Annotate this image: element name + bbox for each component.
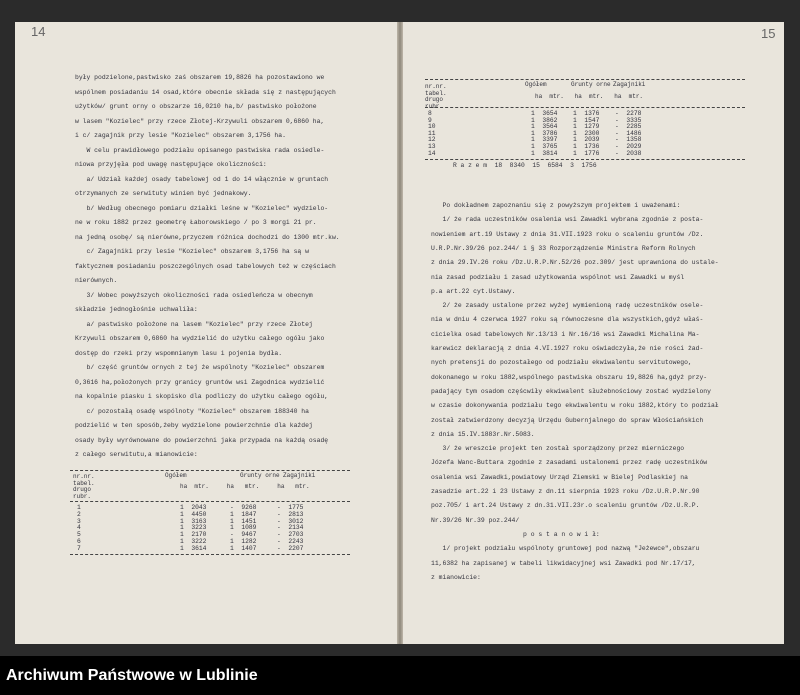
text-line: nowieniem art.19 Ustawy z dnia 31.VII.1923 roku o scaleniu gruntów /Dz. [431,230,704,238]
table-row-number: 5 [77,531,81,539]
table-rule [425,107,745,108]
table-cell-arable: 1 2039 [573,136,600,144]
table-cell-coppice: - 1486 [615,129,642,137]
text-line: Nr.39/26 Nr.39 poz.244/ [431,516,520,524]
table-row-number: 13 [428,143,436,150]
text-line: nia zasad podziału i zasad użytkowania wspólnot wsi Zawadki w myśl [431,273,685,281]
table-total-row: R a z e m 18 8340 15 6584 3 1756 [453,162,597,170]
text-line: osady były wyrównowane do powierzchni jaka przypada na każdą osadę [75,436,329,444]
table-row-number: 9 [428,116,432,124]
text-line: 1/ że rada uczestników osalenia wsi Zawadki wybrana zgodnie z posta- [431,216,704,224]
table-cell-coppice: - 3012 [277,517,304,525]
left-page-number: 14 [31,24,46,39]
text-line: poz.705/ i art.24 Ustawy z dn.31.VII.23r.o scaleniu gruntów /Dz.U.R.P. [431,502,700,510]
text-line: na kopalnie piasku i skopisko dla podliczy do użytku całego ogółu, [75,393,329,400]
text-line: z całego serwitutu,a mianowicie: [75,451,198,458]
text-line: 3/ Wobec powyższych okoliczności rada osiedleńcza w obecnym [75,291,313,299]
table-cell-arable: 1 1089 [230,524,257,532]
table-row-number: 3 [77,517,81,525]
text-line: 11,6382 ha zapisanej w tabeli likwidacyjnej wsi Zawadki pod Nr.17/17, [431,559,696,567]
table-row-number: 11 [428,129,436,137]
table-cell-arable: 1 1282 [230,538,257,545]
table-cell-arable: 1 1776 [573,149,600,157]
table-column-group: Grunty orne [240,472,280,479]
table-cell-arable: 1 1407 [230,544,257,552]
table-row-number: 7 [77,544,81,552]
table-header-cell: drugo [425,96,444,103]
table-row-number: 12 [428,136,436,144]
table-row-number: 4 [77,524,81,532]
table-cell-total: 1 3862 [531,116,558,124]
table-header-cell: tabel. [425,89,447,97]
text-line: zasadzie art.22 i 23 Ustawy z dn.11 sierpnia 1923 roku /Dz.U.R.P.Nr.90 [431,488,700,495]
text-line: 0,3616 ha,położonych przy granicy gruntów wsi Zagodnica wydzielić [75,378,325,386]
text-line: i c/ zagajnik przy lesie "Kozielec" obszarem 3,1756 ha. [75,132,286,139]
table-cell-coppice: - 2038 [615,149,642,157]
table-row-number: 14 [428,149,436,157]
table-rule [70,470,350,471]
table-rule [70,554,350,555]
table-column-group: Zagajniki [613,81,646,88]
table-header-cell: tabel. [73,479,95,487]
text-line: b/ część gruntów ornych z tej że wspólnoty "Kozielec" obszarem [75,364,325,371]
text-line: osalenia wsi Zawadki,powiatowy Urząd Ziemski w Bielej Podlaskiej na [431,473,688,481]
text-line: p o s t a n o w i ł: [431,530,600,538]
table-row-number: 6 [77,538,81,545]
text-line: dokonanego w roku 1882,wspólnego pastwiska obszaru 19,8826 ha,gdyż przy- [431,373,708,381]
table-header-cell: drugo [73,486,92,493]
table-cell-arable: - 9268 [230,504,257,511]
text-line: został zatwierdzony decyzją Urzędu Gubernjalnego do spraw Włościańskich [431,416,704,424]
table-cell-coppice: - 1775 [277,504,304,511]
table-cell-coppice: - 3335 [615,116,642,124]
text-line: a/ Udział każdej osady tabelowej od 1 do 14 włącznie w gruntach [75,175,329,183]
table-units-row: ha mtr. ha mtr. ha mtr. [180,483,310,490]
table-column-group: Ogółem [165,472,187,479]
table-cell-arable: 1 1547 [573,116,600,124]
text-line: p.a art.22 cyt.Ustawy. [431,287,516,295]
text-line: na jedną osobę/ są nierówne,przyczem różnica dochodzi do 1300 mtr.kw. [75,233,340,241]
text-line: z dnia 15.IV.1883r.Nr.5083. [431,430,535,438]
table-cell-total: 1 2043 [180,504,207,511]
table-cell-arable: 1 1279 [573,123,600,131]
text-line: wspólnem posiadaniu 14 osad,które obecnie składa się z następujących [75,88,336,96]
archive-name: Archiwum Państwowe w Lublinie [6,667,258,684]
table-header-cell: rubr. [73,492,92,500]
text-line: składzie jednogłośnie uchwaliła: [75,306,198,313]
text-line: c/ Zagajniki przy lesie "Kozielec" obszarem 3,1756 ha są w [75,248,309,255]
table-row-number: 10 [428,123,436,131]
table-header-cell: nr.nr. [73,473,95,480]
table-cell-arable: 1 1451 [230,517,257,525]
left-page [15,22,397,644]
table-cell-coppice: - 2134 [277,524,304,532]
table-cell-total: 1 3222 [180,538,207,545]
table-cell-arable: 1 1736 [573,143,600,150]
table-cell-total: 1 3786 [531,129,558,137]
text-line: otrzymanych ze serwituty winien być jednakowy. [75,190,252,197]
text-line: faktycznem posiadaniu poszczególnych osad tabelowych też w częściach [75,262,336,270]
text-line: użytków/ grunt orny o obszarze 16,0210 ha,b/ pastwisko położone [75,103,317,110]
table-header-cell: rubr. [425,102,444,110]
text-line: nierównych. [75,277,118,284]
table-cell-total: 1 3163 [180,517,207,525]
table-cell-coppice: - 2243 [277,538,304,545]
table-cell-total: 1 3654 [531,110,558,117]
text-line: w lasem "Kozielec" przy rzece Złotej-Krzywuli obszarem 0,6860 ha, [75,117,325,125]
table-cell-coppice: - 2285 [615,123,642,131]
table-cell-total: 1 2170 [180,531,207,539]
text-line: niowa przyjęła pod uwagę następujące okoliczności: [75,161,267,168]
table-cell-total: 1 3223 [180,524,207,532]
table-cell-coppice: - 2278 [615,110,642,117]
text-line: karewicz deklaracją z dnia 4.VI.1927 roku oświadczyła,że nie rości żad- [431,345,704,352]
text-line: 1/ projekt podziału wspólnoty gruntowej pod nazwą "Jeżewce",obszaru [431,545,700,553]
text-line: były podzielone,pastwisko zaś obszarem 19,8826 ha pozostawiono we [75,74,325,81]
table-cell-total: 1 3397 [531,136,558,144]
table-row-number: 8 [428,110,432,117]
table-rule [70,501,350,502]
text-line: c/ pozostałą osadę wspólnoty "Kozielec" obszarem 188340 ha [75,407,309,415]
table-row-number: 1 [77,504,81,511]
table-cell-arable: 1 2300 [573,129,600,137]
table-header-cell: nr.nr. [425,83,447,90]
text-line: z dnia 29.IV.26 roku /Dz.U.R.P.Nr.52/26 poz.309/ jest uprawniona do ustale- [431,259,719,267]
text-line: Józefa Wanc-Buttara zgodnie z zasadami ustalonemi przez radę uczestników [431,459,708,467]
text-line: Po dokładnem zapoznaniu się z powyższym projektem i uważenami: [431,202,681,209]
table-cell-coppice: - 1358 [615,136,642,144]
text-line: w czasie dokonywania podziału tego ekwiwalentu w roku 1882,który to podział [431,402,719,410]
table-cell-total: 1 3765 [531,143,558,150]
table-rule [425,159,745,160]
text-line: ne w roku 1882 przez geometrę Łaborowskiego / po 3 morgi 21 pr. [75,219,317,226]
text-line: 2/ że zasady ustalone przez wyżej wymienioną radę uczestników osele- [431,302,704,310]
archive-footer [0,656,800,695]
table-cell-total: 1 3614 [180,544,207,552]
text-line: dostęp do rzeki przy wspomnianym lasu i pojenia bydła. [75,349,283,357]
text-line: cicielka osad tabelowych Nr.13/13 i Nr.16/16 wsi Zawadki Michalina Ma- [431,330,700,338]
right-page [403,22,784,644]
table-units-row: ha mtr. ha mtr. ha mtr. [535,93,644,100]
table-column-group: Ogółem [525,81,547,88]
table-cell-arable: 1 1847 [230,510,257,518]
table-cell-total: 1 3814 [531,149,558,157]
text-line: 3/ że wreszcie projekt ten został sporządzony przez mierniczego [431,445,685,453]
text-line: b/ Według obecnego pomiaru działki leśne w "Kozielec" wydzielo- [75,204,329,212]
table-row-number: 2 [77,510,81,518]
text-line: z mianowicie: [431,573,481,581]
table-cell-coppice: - 2207 [277,544,304,552]
table-cell-arable: - 9467 [230,531,257,539]
text-line: nych pretensji do pozostałego od podziału ekwiwalentu servitutowego, [431,359,692,367]
table-column-group: Grunty orne [571,81,611,88]
text-line: padający tym osadom częścwiły ekwiwalent służebnościowy zostać wydzielony [431,387,711,395]
text-line: W celu prawidłowego podziału opisanego pastwiska rada osiedle- [75,146,325,154]
text-line: podzielić w ten sposób,żeby wydzielone powierzchnie dla każdej [75,422,313,429]
text-line: Krzywuli obszarem 0,6860 ha wydzielić do użytku całego ogółu jako [75,335,325,342]
table-rule [425,79,745,80]
table-cell-coppice: - 2703 [277,531,304,539]
table-cell-total: 1 3564 [531,123,558,131]
text-line: a/ pastwisko położone na lasem "Kozielec" przy rzece Złotej [75,320,313,328]
text-line: U.R.P.Nr.39/26 poz.244/ i § 33 Rozporządzenie Ministra Reform Rolnych [431,244,696,252]
table-cell-arable: 1 1376 [573,110,600,117]
table-cell-coppice: - 2813 [277,510,304,518]
table-cell-coppice: - 2029 [615,143,642,150]
text-line: nia w dniu 4 czerwca 1927 roku są równoczesne dla wszystkich,gdyż właś- [431,316,704,324]
table-cell-total: 1 4450 [180,510,207,518]
right-page-number: 15 [761,26,776,41]
table-column-group: Zagajniki [283,472,316,479]
